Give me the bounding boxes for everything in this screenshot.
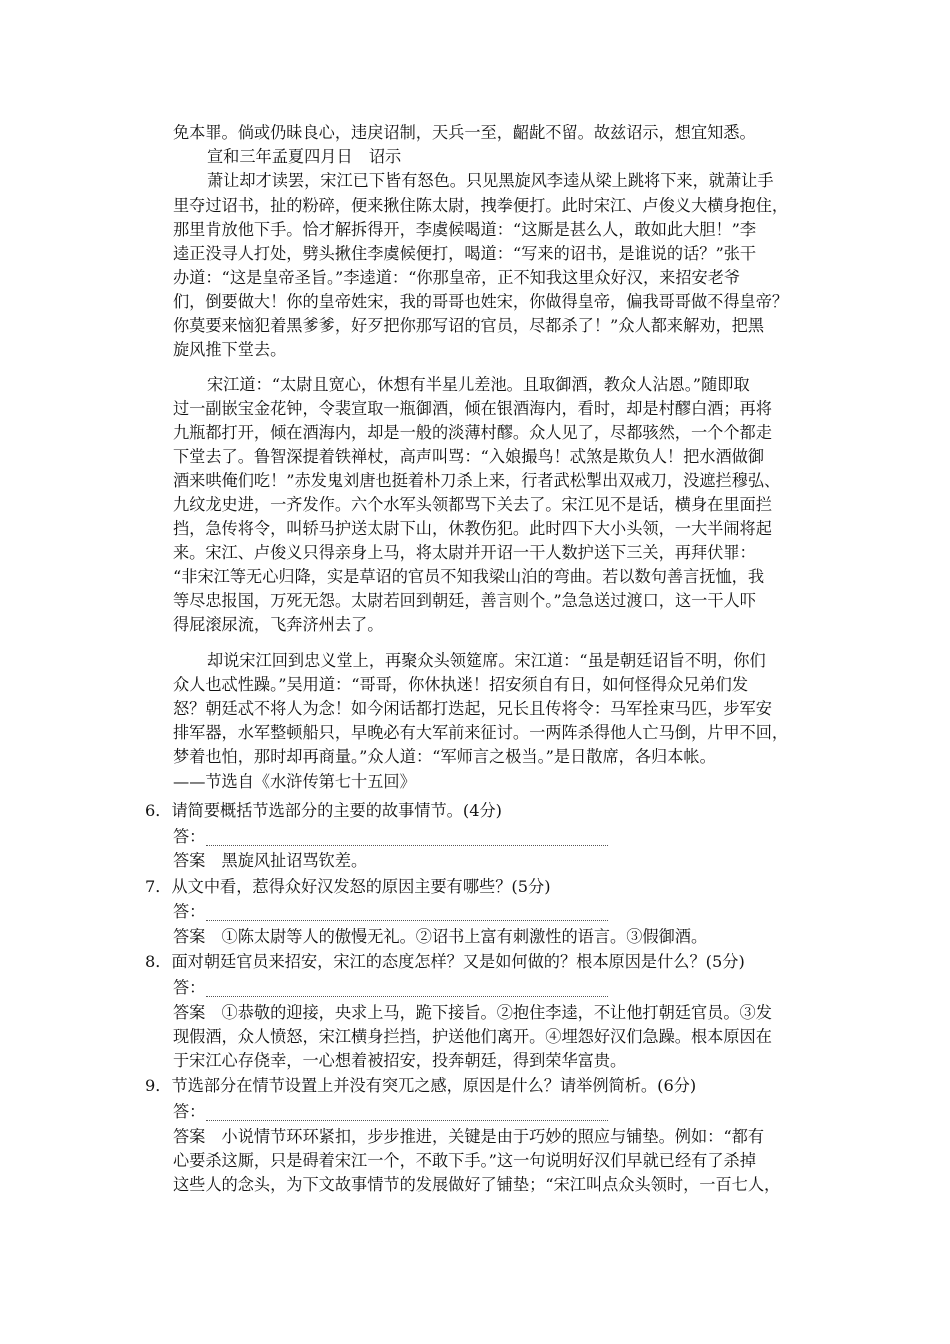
source-citation: ——节选自《水浒传第七十五回》 (173, 772, 416, 791)
passage-line: 排军器，水军整顿船只，早晚必有大军前来征讨。一两阵杀得他人亡马倒，片甲不回， (173, 723, 789, 742)
passage-line: 萧让却才读罢，宋江已下皆有怒色。只见黑旋风李逵从梁上跳将下来，就萧让手 (207, 171, 774, 190)
passage-line: 酒来哄俺们吃！”赤发鬼刘唐也挺着朴刀杀上来，行者武松掣出双戒刀，没遮拦穆弘、 (173, 471, 781, 490)
passage-line: 宋江道：“太尉且宽心，休想有半星儿差池。且取御酒，教众人沾恩。”随即取 (207, 375, 750, 394)
answer-text: 答案 ①恭敬的迎接，央求上马，跪下接旨。②抱住李逵，不让他打朝廷官员。③发 (173, 1003, 772, 1022)
question-text: 节选部分在情节设置上并没有突兀之感，原因是什么？请举例简析。(6分) (171, 1076, 697, 1095)
answer-blank-line[interactable] (206, 920, 608, 921)
passage-line: “非宋江等无心归降，实是草诏的官员不知我梁山泊的弯曲。若以数句善言抚恤，我 (173, 567, 765, 586)
passage-line: 下堂去了。鲁智深提着铁禅杖，高声叫骂：“入娘撮鸟！忒煞是欺负人！把水酒做御 (173, 447, 765, 466)
answer-prompt: 答： (173, 827, 206, 846)
answer-text: 答案 黑旋风扯诏骂钦差。 (173, 851, 368, 870)
question-heading (145, 800, 502, 822)
question-text: 请简要概括节选部分的主要的故事情节。(4分) (171, 801, 502, 820)
question-number: 9． (145, 1076, 172, 1095)
passage-line: 得屁滚尿流，飞奔济州去了。 (173, 615, 384, 634)
passage-line: 免本罪。倘或仍昧良心，违戾诏制，天兵一至，齠龀不留。故兹诏示，想宜知悉。 (173, 123, 756, 142)
question-number: 7． (145, 877, 172, 896)
passage-line: 旋风推下堂去。 (173, 340, 287, 359)
question-text: 面对朝廷官员来招安，宋江的态度怎样？又是如何做的？根本原因是什么？(5分) (171, 952, 745, 971)
question-heading (145, 876, 551, 898)
answer-text: 现假酒，众人愤怒，宋江横身拦挡，护送他们离开。④埋怨好汉们急躁。根本原因在 (173, 1027, 772, 1046)
passage-line: 你莫要来恼犯着黑爹爹，好歹把你那写诏的官员，尽都杀了！”众人都来解劝，把黑 (173, 316, 765, 335)
passage-line: 梦着也怕，那时却再商量。”众人道：“军师言之极当。”是日散席，各归本帐。 (173, 747, 716, 766)
passage-line: 逵正没寻人打处，劈头揪住李虞候便打，喝道：“写来的诏书，是谁说的话？”张干 (173, 244, 757, 263)
answer-blank-line[interactable] (206, 845, 608, 846)
passage-line: 众人也忒性躁。”吴用道：“哥哥，你休执迷！招安须自有日，如何怪得众兄弟们发 (173, 675, 749, 694)
answer-prompt: 答： (173, 902, 206, 921)
question-number: 8． (145, 952, 172, 971)
answer-blank-line[interactable] (206, 1120, 608, 1121)
question-text: 从文中看，惹得众好汉发怒的原因主要有哪些？(5分) (171, 877, 551, 896)
answer-text: 于宋江心存侥幸，一心想着被招安，投奔朝廷，得到荣华富贵。 (173, 1051, 627, 1070)
answer-prompt: 答： (173, 978, 206, 997)
answer-text: 答案 小说情节环环紧扣，步步推进，关键是由于巧妙的照应与铺垫。例如：“都有 (173, 1127, 765, 1146)
question-heading (145, 951, 745, 973)
passage-line: 那里肯放他下手。恰才解拆得开，李虞候喝道：“这厮是甚么人，敢如此大胆！”李 (173, 220, 757, 239)
passage-line: 挡，急传将令，叫轿马护送太尉下山，休教伤犯。此时四下大小头领，一大半闹将起 (173, 519, 772, 538)
answer-prompt: 答： (173, 1102, 206, 1121)
passage-line: 怒？朝廷忒不将人为念！如今闲话都打迭起，兄长且传将令：马军拴束马匹，步军安 (173, 699, 772, 718)
answer-blank-line[interactable] (206, 996, 608, 997)
question-heading (145, 1075, 696, 1097)
answer-text: 心要杀这厮，只是碍着宋江一个，不敢下手。”这一句说明好汉们早就已经有了杀掉 (173, 1151, 756, 1170)
passage-line: 过一副嵌宝金花钟，令裴宣取一瓶御酒，倾在银酒海内，看时，却是村醪白酒；再将 (173, 399, 772, 418)
edict-date-line: 宣和三年孟夏四月日 诏示 (207, 147, 402, 166)
passage-line: 九纹龙史进，一齐发作。六个水军头领都骂下关去了。宋江见不是话，横身在里面拦 (173, 495, 772, 514)
answer-text: 答案 ①陈太尉等人的傲慢无礼。②诏书上富有刺激性的语言。③假御酒。 (173, 927, 708, 946)
answer-text: 这些人的念头，为下文故事情节的发展做好了铺垫；“宋江叫点众头领时，一百七人， (173, 1175, 781, 1194)
passage-line: 来。宋江、卢俊义只得亲身上马，将太尉并开诏一干人数护送下三关，再拜伏罪： (173, 543, 756, 562)
passage-line: 却说宋江回到忠义堂上，再聚众头领筵席。宋江道：“虽是朝廷诏旨不明，你们 (207, 651, 766, 670)
passage-line: 九瓶都打开，倾在酒海内，却是一般的淡薄村醪。众人见了，尽都骇然，一个个都走 (173, 423, 772, 442)
passage-line: 里夺过诏书，扯的粉碎，便来揪住陈太尉，拽拳便打。此时宋江、卢俊义大横身抱住， (173, 196, 789, 215)
passage-line: 等尽忠报国，万死无怨。太尉若回到朝廷，善言则个。”急急送过渡口，这一干人吓 (173, 591, 756, 610)
passage-line: 办道：“这是皇帝圣旨。”李逵道：“你那皇帝，正不知我这里众好汉，来招安老爷 (173, 268, 741, 287)
passage-line: 们，倒要做大！你的皇帝姓宋，我的哥哥也姓宋，你做得皇帝，偏我哥哥做不得皇帝？ (173, 292, 789, 311)
question-number: 6． (145, 801, 172, 820)
